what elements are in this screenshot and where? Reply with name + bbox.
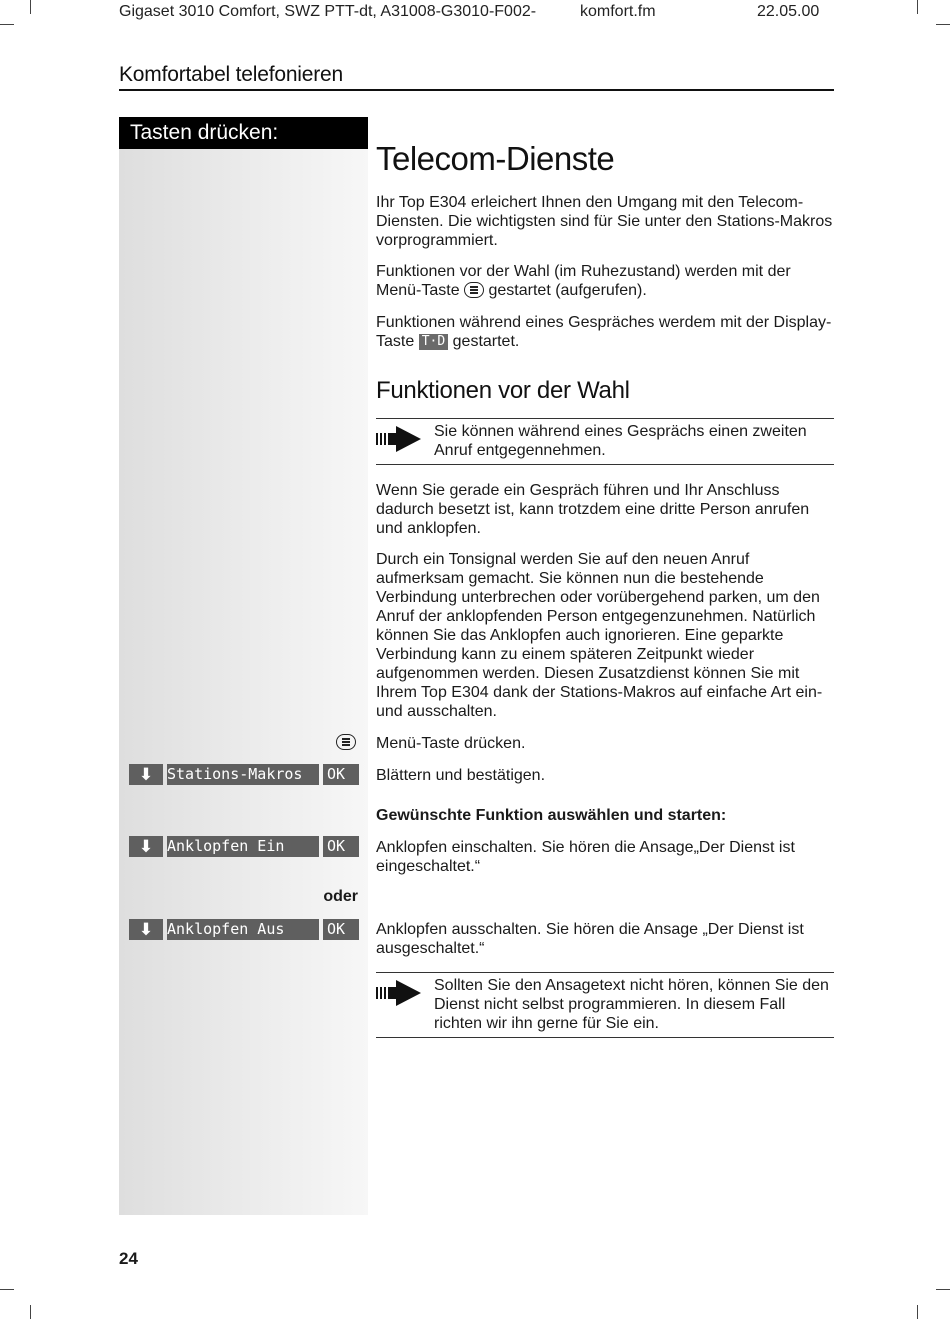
note-arrow-icon (376, 978, 422, 1008)
ok-key[interactable]: OK (323, 919, 359, 940)
display-label-anklopfen-aus: Anklopfen Aus (167, 919, 319, 940)
note-text: Sie können während eines Gesprächs einen zweiten Anruf entgegennehmen. (434, 423, 807, 459)
tone-signal-paragraph (376, 550, 836, 721)
crop-mark (0, 1289, 14, 1290)
crop-mark (917, 0, 918, 14)
step-menu-text: Menü-Taste drücken. (376, 735, 526, 752)
step-off-text: Anklopfen ausschalten. Sie hören die Ansage „Der Dienst ist ausgeschaltet.“ (376, 921, 804, 957)
crop-mark (936, 24, 950, 25)
call-waiting-paragraph (376, 481, 836, 538)
ok-key[interactable]: OK (323, 764, 359, 785)
display-label-anklopfen-ein: Anklopfen Ein (167, 836, 319, 857)
p3-text-before: Funktionen während eines Gespräches werdem mit der Display-Taste (376, 314, 832, 350)
note-text: Sollten Sie den Ansagetext nicht hören, können Sie den Dienst nicht selbst programmieren. In diesem Fall richten wir ihn gerne für Sie ein. (434, 977, 829, 1032)
note-box (376, 972, 834, 1038)
oder-label: oder (323, 888, 358, 905)
display-label-stations-makros: Stations-Makros (167, 764, 319, 785)
ok-key[interactable]: OK (323, 836, 359, 857)
menu-key-paragraph (376, 262, 836, 300)
sidebar-title: Tasten drücken: (119, 117, 368, 149)
scroll-down-key[interactable]: ⬇ (129, 764, 163, 785)
select-heading: Gewünschte Funktion auswählen und starten: (376, 807, 727, 824)
scroll-down-key[interactable]: ⬇ (129, 836, 163, 857)
crop-mark (30, 0, 31, 14)
sidebar-panel (119, 117, 368, 1215)
display-key-paragraph (376, 313, 836, 351)
p4-text: Wenn Sie gerade ein Gespräch führen und Ihr Anschluss dadurch besetzt ist, kann trotzdem eine dritte Person anrufen und anklopfen. (376, 482, 810, 537)
key-row-stations-makros (129, 764, 359, 785)
intro-paragraph (376, 193, 836, 250)
display-key-badge: T·D (419, 334, 448, 350)
crop-mark (0, 24, 14, 25)
key-row-anklopfen-aus (129, 919, 359, 940)
header-doc-info: Gigaset 3010 Comfort, SWZ PTT-dt, A31008-G3010-F002- (119, 3, 537, 20)
page-heading: Telecom-Dienste (376, 140, 615, 177)
note-arrow-icon (376, 424, 422, 454)
section-title: Komfortabel telefonieren (119, 63, 344, 86)
menu-key-icon (336, 734, 356, 750)
scroll-down-key[interactable]: ⬇ (129, 919, 163, 940)
crop-mark (936, 1289, 950, 1290)
step-on-text: Anklopfen einschalten. Sie hören die Ansage„Der Dienst ist eingeschaltet.“ (376, 839, 795, 875)
key-row-anklopfen-ein (129, 836, 359, 857)
crop-mark (917, 1305, 918, 1319)
header-date: 22.05.00 (757, 3, 820, 20)
intro-text: Ihr Top E304 erleichert Ihnen den Umgang mit den Telecom-Diensten. Die wichtigsten sind für Sie unter den Stations-Makros vorprogrammiert. (376, 194, 833, 249)
p5-text: Durch ein Tonsignal werden Sie auf den neuen Anruf aufmerksam gemacht. Sie können nun die bestehende Verbindung unterbrechen oder vorübergehend parken, um den Anruf der anklopfenden Person entgegenzunehmen. Natürlich können Sie das Anklopfen auch ignorieren. Eine geparkte Verbindung kann zu einem späteren Zeitpunkt wieder aufgenommen werden. Diesen Zusatzdienst können Sie mit Ihrem Top E304 dank der Stations-Makros auf einfache Art ein- und ausschalten. (376, 551, 823, 720)
crop-mark (30, 1305, 31, 1319)
p2-text-before: Funktionen vor der Wahl (im Ruhezustand) werden mit der Menü-Taste (376, 263, 791, 299)
section-rule (119, 89, 834, 91)
p2-text-after: gestartet (aufgerufen). (488, 282, 647, 299)
header-file-name: komfort.fm (580, 3, 656, 20)
page-number: 24 (119, 1249, 138, 1268)
subheading: Funktionen vor der Wahl (376, 377, 630, 404)
step-scroll-text: Blättern und bestätigen. (376, 767, 546, 784)
note-box (376, 418, 834, 465)
menu-key-icon (464, 282, 484, 298)
p3-text-after: gestartet. (452, 333, 520, 350)
